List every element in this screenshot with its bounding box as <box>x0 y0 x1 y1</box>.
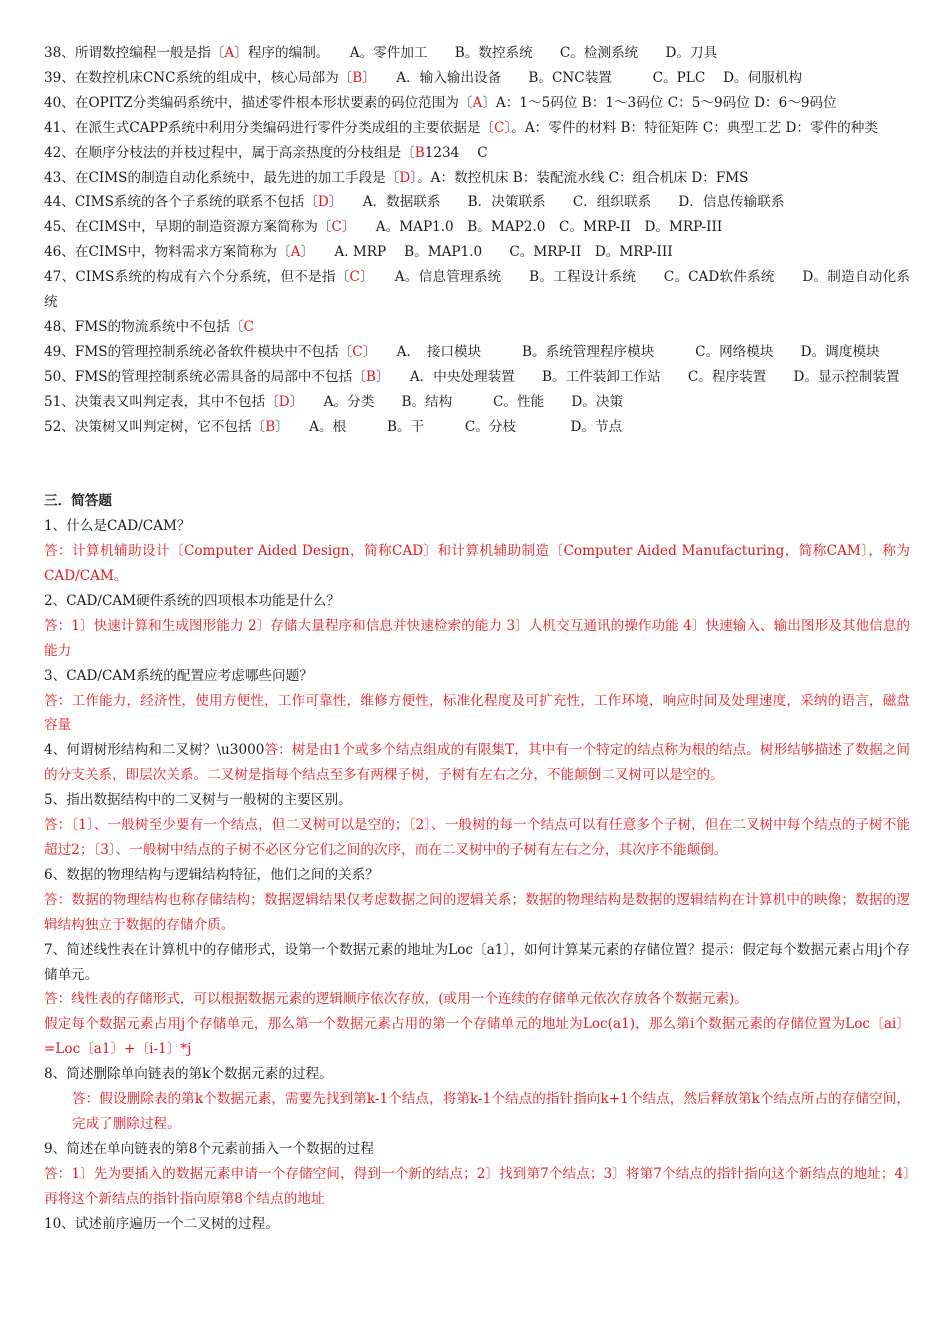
answer-40: A <box>472 94 483 111</box>
question-45: 45、在CIMS中，早期的制造资源方案简称为〔C〕 A。MAP1.0 B。MAP2.0 C。MRP-II D。MRP-III <box>44 219 723 236</box>
answer-46: A <box>290 244 301 261</box>
answer-44: D <box>317 194 329 211</box>
question-51: 51、决策表又叫判定表，其中不包括〔D〕 A。分类 B。结构 C。性能 D。决策 <box>44 393 624 410</box>
answer-50: B <box>365 368 376 385</box>
short-question-6: 6、数据的物理结构与逻辑结构特征，他们之间的关系？ <box>44 866 379 883</box>
short-question-9: 9、简述在单向链表的第8个元素前插入一个数据的过程 <box>44 1140 374 1157</box>
answer-45: C <box>331 219 342 236</box>
short-answer-7b: 假定每个数据元素占用j个存储单元，那么第一个数据元素占用的第一个存储单元的地址为Loc(a1)，那么第i个数据元素的存储位置为Loc〔ai〕=Loc〔a1〕+〔i-1〕*j <box>44 1016 910 1058</box>
question-43: 43、在CIMS的制造自动化系统中，最先进的加工手段是〔D〕。A：数控机床 B：装配流水线 C：组合机床 D：FMS <box>44 169 749 186</box>
spacer <box>44 464 910 489</box>
answer-49: C <box>352 343 363 360</box>
answer-39: B <box>352 69 363 86</box>
short-answer-6: 答：数据的物理结构也称存储结构；数据逻辑结果仅考虑数据之间的逻辑关系；数据的物理结构是数据的逻辑结构在计算机中的映像；数据的逻辑结构独立于数据的存储介质。 <box>44 891 910 933</box>
question-48: 48、FMS的物流系统中不包括〔C <box>44 318 254 335</box>
question-50: 50、FMS的管理控制系统必需具备的局部中不包括〔B〕 A．中央处理装置 B。工件装卸工作站 C。程序装置 D。显示控制装置 <box>44 368 900 385</box>
short-question-3: 3、CAD/CAM系统的配置应考虑哪些问题？ <box>44 667 313 684</box>
question-52: 52、决策树又叫判定树，它不包括〔B〕 A。根 B。干 C。分枝 D。节点 <box>44 418 623 435</box>
short-question-7: 7、简述线性表在计算机中的存储形式，设第一个数据元素的地址为Loc〔a1〕，如何计算某元素的存储位置？提示：假定每个数据元素占用j个存储单元。 <box>44 941 910 983</box>
short-answer-3: 答：工作能力，经济性，使用方便性，工作可靠性，维修方便性，标准化程度及可扩充性，工作环境，响应时间及处理速度，采纳的语言，磁盘容量 <box>44 692 910 734</box>
short-answer-9: 答：1〕先为要插入的数据元素申请一个存储空间，得到一个新的结点；2〕找到第7个结点；3〕将第7个结点的指针指向这个新结点的地址；4〕再将这个新结点的指针指向原第8个结点的地址 <box>44 1165 910 1207</box>
question-44: 44、CIMS系统的各个子系统的联系不包括〔D〕 A．数据联系 B．决策联系 C．组织联系 D．信息传输联系 <box>44 194 785 211</box>
question-40: 40、在OPITZ分类编码系统中，描述零件根本形状要素的码位范围为〔A〕A：1～5码位 B：1～3码位 C：5～9码位 D：6～9码位 <box>44 94 837 111</box>
question-39: 39、在数控机床CNC系统的组成中，核心局部为〔B〕 A．输入输出设备 B。CNC装置 C。PLC D。伺服机构 <box>44 69 803 86</box>
answer-51: D <box>278 393 290 410</box>
short-question-5: 5、指出数据结构中的二叉树与一般树的主要区别。 <box>44 792 352 809</box>
short-question-10: 10、试述前序遍历一个二叉树的过程。 <box>44 1215 279 1232</box>
short-answer-5: 答：〔1〕、一般树至少要有一个结点，但二叉树可以是空的；〔2〕、一般树的每一个结点可以有任意多个子树，但在二叉树中每个结点的子树不能超过2；〔3〕、一般树中结点的子树不必区分它们之间的次序，而在二叉树中的子树有左右之分，其次序不能颠倒。 <box>44 817 910 858</box>
section-title: 三．简答题 <box>44 493 112 510</box>
short-answer-7a: 答：线性表的存储形式，可以根据数据元素的逻辑顺序依次存放，(或用一个连续的存储单元依次存放各个数据元素)。 <box>44 991 748 1008</box>
question-38: 38、所谓数控编程一般是指〔A〕程序的编制。 A。零件加工 B。数控系统 C。检测系统 D。刀具 <box>44 45 718 61</box>
short-question-1: 1、什么是CAD/CAM？ <box>44 518 191 535</box>
answer-38: A <box>224 45 235 61</box>
short-question-2: 2、CAD/CAM硬件系统的四项根本功能是什么？ <box>44 592 340 609</box>
spacer <box>44 440 910 465</box>
short-question-8: 8、简述删除单向链表的第k个数据元素的过程。 <box>44 1066 333 1083</box>
question-41: 41、在派生式CAPP系统中利用分类编码进行零件分类成组的主要依据是〔C〕。A：零件的材料 B：特征矩阵 C：典型工艺 D：零件的种类 <box>44 119 878 136</box>
short-question-4: 4、何谓树形结构和二叉树？\u3000答：树是由1个或多个结点组成的有限集T，其中有一个特定的结点称为根的结点。树形结够描述了数据之间的分支关系，即层次关系。二叉树是指每个结点至多有两棵子树，子树有左右之分，不能颠倒二叉树可以是空的。 <box>44 742 910 784</box>
question-42: 42、在顺序分枝法的并枝过程中，属于高亲热度的分枝组是〔B1234 C <box>44 144 488 161</box>
short-answer-8: 答：假设删除表的第k个数据元素，需要先找到第k-1个结点，将第k-1个结点的指针指向k+1个结点，然后释放第k个结点所占的存储空间，完成了删除过程。 <box>72 1091 910 1132</box>
short-answer-4: 答：树是由1个或多个结点组成的有限集T，其中有一个特定的结点称为根的结点。树形结够描述了数据之间的分支关系，即层次关系。二叉树是指每个结点至多有两棵子树，子树有左右之分，不能颠倒二叉树可以是空的。 <box>44 742 910 784</box>
answer-42: B <box>414 144 425 161</box>
answer-47: C <box>349 269 360 286</box>
question-46: 46、在CIMS中，物料需求方案简称为〔A〕 A. MRP B。MAP1.0 C。MRP-II D。MRP-III <box>44 244 673 261</box>
document-page <box>44 41 910 1236</box>
short-answer-1: 答：计算机辅助设计〔Computer Aided Design，简称CAD〕和计算机辅助制造〔Computer Aided Manufacturing，简称CAM〕，称为CAD/CAM。 <box>44 543 910 584</box>
question-49: 49、FMS的管理控制系统必备软件模块中不包括〔C〕 A． 接口模块 B。系统管理程序模块 C。网络模块 D。调度模块 <box>44 343 880 360</box>
answer-48: C <box>243 318 254 335</box>
short-answer-2: 答：1〕快速计算和生成图形能力 2〕存储大量程序和信息并快速检索的能力 3〕人机交互通讯的操作功能 4〕快速输入、输出图形及其他信息的能力 <box>44 617 910 659</box>
answer-41: C <box>494 119 505 136</box>
question-47: 47、CIMS系统的构成有六个分系统，但不是指〔C〕 A。信息管理系统 B。工程设计系统 C。CAD软件系统 D。制造自动化系统 <box>44 269 910 311</box>
answer-52: B <box>265 418 276 435</box>
answer-43: D <box>399 169 411 186</box>
